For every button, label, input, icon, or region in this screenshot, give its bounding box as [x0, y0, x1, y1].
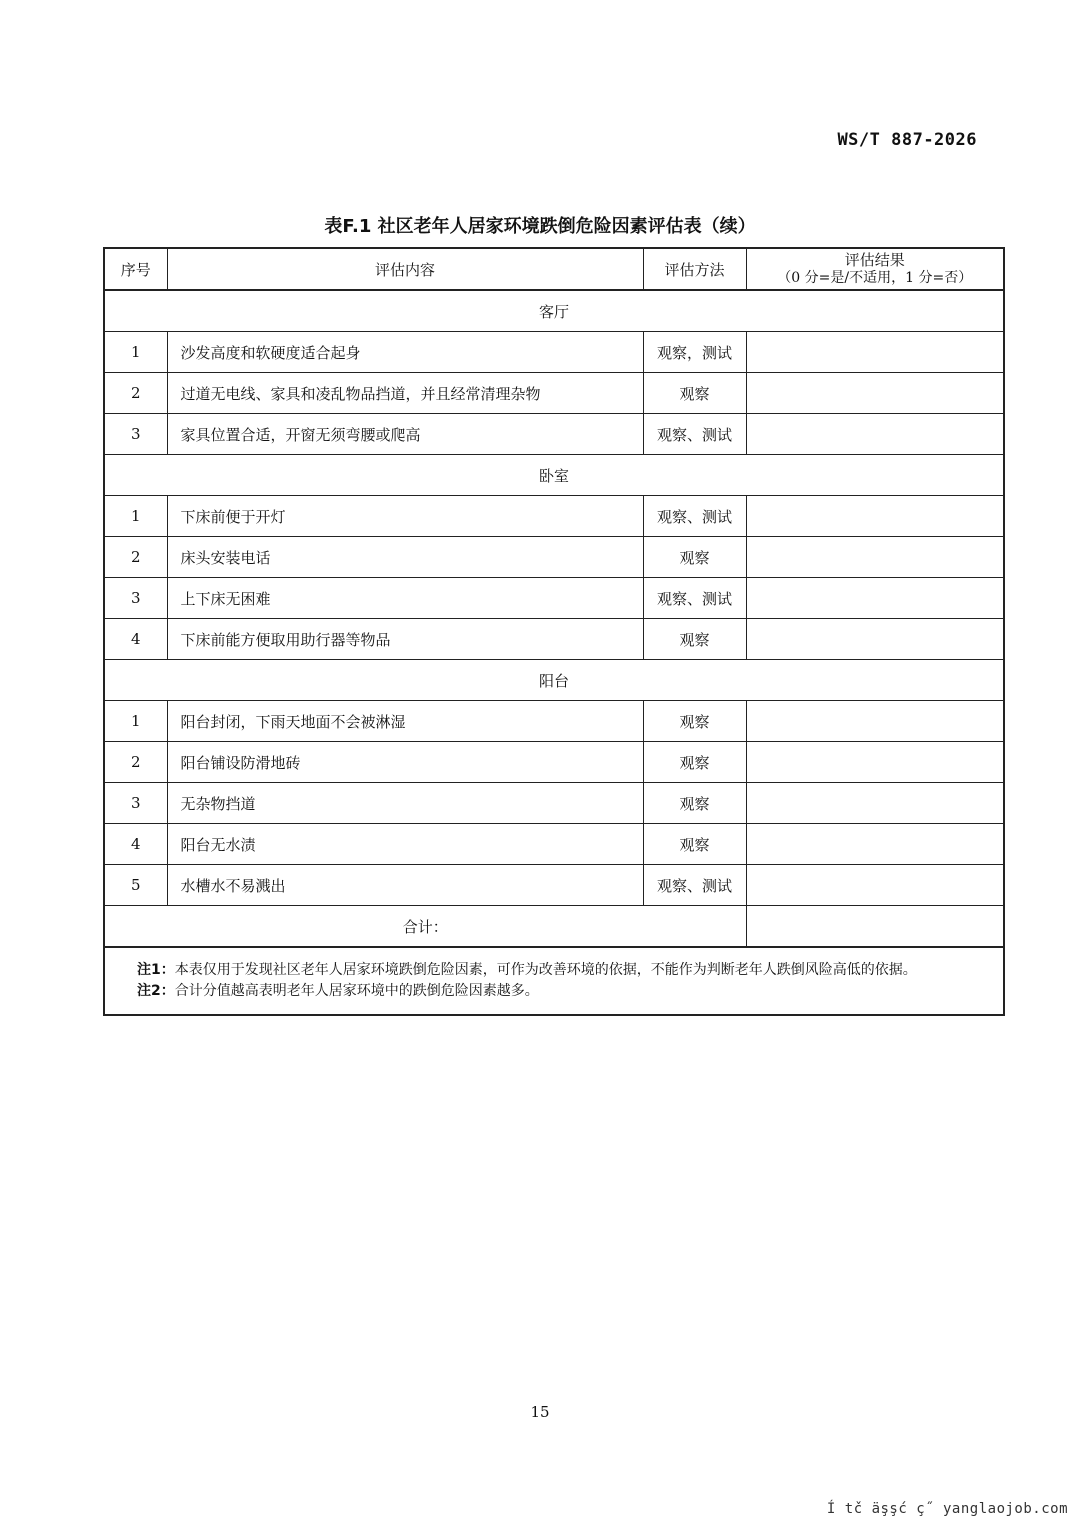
- section-title: 阳台: [104, 660, 1004, 701]
- row-method: 观察: [643, 783, 746, 824]
- row-method: 观察: [643, 619, 746, 660]
- row-content: 无杂物挡道: [167, 783, 643, 824]
- row-content: 家具位置合适，开窗无须弯腰或爬高: [167, 414, 643, 455]
- table-row: [104, 742, 1004, 783]
- row-method: 观察，测试: [643, 332, 746, 373]
- notes-cell: [104, 947, 1004, 1015]
- total-label: 合计：: [104, 906, 746, 948]
- row-number: 3: [104, 414, 167, 455]
- table-row: [104, 578, 1004, 619]
- row-number: 2: [104, 742, 167, 783]
- row-result-cell[interactable]: [746, 496, 1004, 537]
- row-method: 观察、测试: [643, 414, 746, 455]
- notes-row: [104, 947, 1004, 1015]
- row-result-cell[interactable]: [746, 537, 1004, 578]
- row-result-cell[interactable]: [746, 783, 1004, 824]
- table-row: [104, 496, 1004, 537]
- row-number: 1: [104, 701, 167, 742]
- row-content: 下床前能方便取用助行器等物品: [167, 619, 643, 660]
- row-result-cell[interactable]: [746, 824, 1004, 865]
- note-2: [105, 981, 1003, 1002]
- section-title: 客厅: [104, 290, 1004, 332]
- row-number: 4: [104, 619, 167, 660]
- section-row: [104, 660, 1004, 701]
- column-header-content: 评估内容: [167, 248, 643, 290]
- table-header-row: [104, 248, 1004, 290]
- row-content: 上下床无困难: [167, 578, 643, 619]
- table-row: [104, 824, 1004, 865]
- row-content: 阳台铺设防滑地砖: [167, 742, 643, 783]
- note-1-text: 本表仅用于发现社区老年人居家环境跌倒危险因素，可作为改善环境的依据，不能作为判断老年人跌倒风险高低的依据。: [174, 962, 917, 978]
- table-row: [104, 332, 1004, 373]
- row-method: 观察: [643, 824, 746, 865]
- note-2-label: 注2：: [137, 983, 175, 999]
- row-result-cell[interactable]: [746, 865, 1004, 906]
- standard-code: WS/T 887-2026: [837, 130, 977, 150]
- table-row: [104, 783, 1004, 824]
- table-row: [104, 537, 1004, 578]
- row-method: 观察: [643, 373, 746, 414]
- row-result-cell[interactable]: [746, 742, 1004, 783]
- row-result-cell[interactable]: [746, 578, 1004, 619]
- table-row: [104, 865, 1004, 906]
- row-content: 阳台封闭，下雨天地面不会被淋湿: [167, 701, 643, 742]
- table-row: [104, 414, 1004, 455]
- row-method: 观察: [643, 537, 746, 578]
- assessment-table: [103, 247, 1005, 1016]
- row-number: 2: [104, 373, 167, 414]
- page-number: 15: [530, 1403, 550, 1421]
- note-1-label: 注1：: [137, 962, 175, 978]
- row-content: 下床前便于开灯: [167, 496, 643, 537]
- row-result-cell[interactable]: [746, 332, 1004, 373]
- row-number: 3: [104, 578, 167, 619]
- column-header-no: 序号: [104, 248, 167, 290]
- table-body: [104, 290, 1004, 906]
- row-result-cell[interactable]: [746, 619, 1004, 660]
- row-result-cell[interactable]: [746, 701, 1004, 742]
- section-row: [104, 290, 1004, 332]
- total-result-cell[interactable]: [746, 906, 1004, 948]
- row-content: 床头安装电话: [167, 537, 643, 578]
- note-1: [105, 960, 1003, 981]
- row-method: 观察、测试: [643, 496, 746, 537]
- row-content: 沙发高度和软硬度适合起身: [167, 332, 643, 373]
- section-row: [104, 455, 1004, 496]
- table-row: [104, 373, 1004, 414]
- row-result-cell[interactable]: [746, 373, 1004, 414]
- column-header-result: [746, 248, 1004, 290]
- row-result-cell[interactable]: [746, 414, 1004, 455]
- result-header-title: 评估结果: [844, 251, 905, 269]
- watermark: Í tč äşşć ç˝ yanglaojob.com: [826, 1501, 1068, 1517]
- table-row: [104, 619, 1004, 660]
- row-method: 观察、测试: [643, 865, 746, 906]
- row-method: 观察、测试: [643, 578, 746, 619]
- row-method: 观察: [643, 701, 746, 742]
- row-number: 3: [104, 783, 167, 824]
- row-number: 2: [104, 537, 167, 578]
- row-method: 观察: [643, 742, 746, 783]
- section-title: 卧室: [104, 455, 1004, 496]
- column-header-method: 评估方法: [643, 248, 746, 290]
- row-number: 1: [104, 332, 167, 373]
- row-content: 过道无电线、家具和凌乱物品挡道，并且经常清理杂物: [167, 373, 643, 414]
- note-2-text: 合计分值越高表明老年人居家环境中的跌倒危险因素越多。: [174, 983, 539, 999]
- result-header-scoring: （0 分=是/不适用，1 分=否）: [777, 270, 973, 286]
- row-number: 1: [104, 496, 167, 537]
- row-number: 4: [104, 824, 167, 865]
- table-row: [104, 701, 1004, 742]
- row-content: 阳台无水渍: [167, 824, 643, 865]
- row-number: 5: [104, 865, 167, 906]
- total-row: [104, 906, 1004, 948]
- row-content: 水槽水不易溅出: [167, 865, 643, 906]
- table-title: 表F.1 社区老年人居家环境跌倒危险因素评估表（续）: [324, 216, 756, 237]
